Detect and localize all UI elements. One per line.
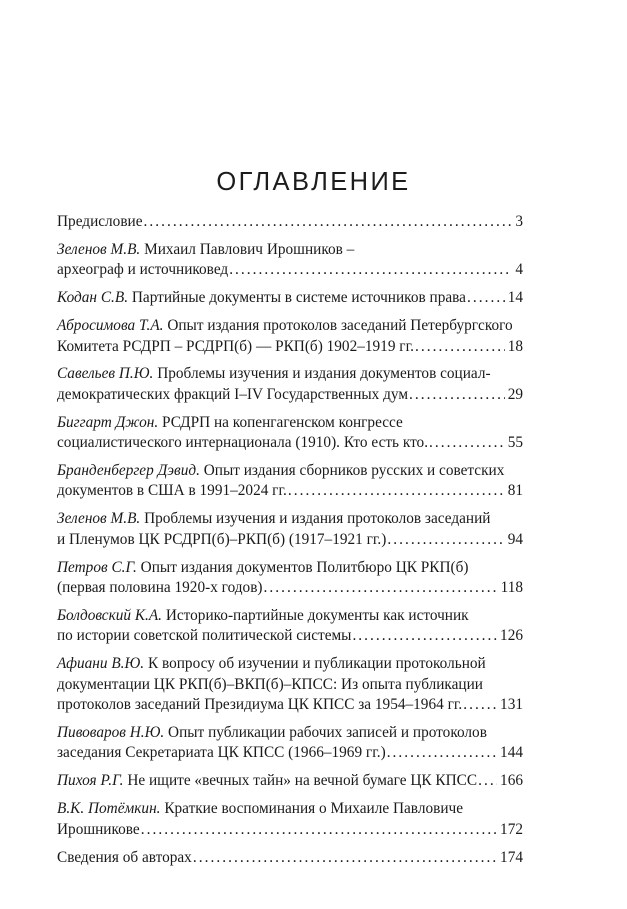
toc-entry-title-tail — [57, 771, 477, 791]
toc-entry[interactable] — [57, 848, 523, 868]
toc-entry-line — [57, 675, 523, 695]
toc-entry-leader-row — [57, 771, 523, 791]
dot-leader — [387, 743, 497, 763]
toc-entry-leader-row — [57, 530, 523, 550]
toc-entry-leader-row — [57, 695, 523, 715]
toc-entry[interactable] — [57, 771, 523, 791]
toc-entry-line — [57, 558, 523, 578]
toc-entry-body — [57, 799, 523, 840]
toc-entry-author: Пивоваров Н.Ю. — [57, 724, 165, 742]
toc-entry-body — [57, 240, 523, 281]
toc-entry-title-tail — [57, 626, 351, 646]
toc-entry[interactable] — [57, 558, 523, 599]
toc-entry-title-part: документов в США в 1991–2024 гг. — [57, 482, 287, 500]
toc-entry-line — [57, 461, 523, 481]
toc-entry-title-part: социалистического интернационала (1910). Кто есть кто. — [57, 434, 429, 452]
toc-entry-title-tail — [57, 820, 140, 840]
toc-entry-line — [57, 654, 523, 674]
toc-entry-title-tail — [57, 433, 428, 453]
toc-entry-title-part: К вопросу об изучении и публикации протокольной — [144, 655, 486, 673]
dot-leader — [463, 695, 497, 715]
toc-page-number: 131 — [500, 696, 523, 714]
toc-entry-leader-row — [57, 385, 523, 405]
toc-page-number: 3 — [515, 213, 523, 230]
toc-entry-title-tail — [57, 337, 414, 357]
toc-entry-title-part: Ирошникове — [57, 820, 140, 838]
toc-page-number: 118 — [500, 579, 523, 597]
toc-entry-body — [57, 288, 523, 308]
dot-leader — [264, 578, 498, 598]
dot-leader — [429, 433, 505, 453]
toc-entry-body — [57, 771, 523, 791]
toc-entry-title-tail — [57, 743, 386, 763]
toc-entry-leader-row — [57, 578, 523, 598]
toc-page-number: 172 — [500, 820, 523, 838]
toc-page-number: 166 — [500, 772, 523, 790]
toc-entry-title-part: Партийные документы в системе источников права — [128, 289, 466, 307]
toc-entry-title-part: Не ищите «вечных тайн» на вечной бумаге ЦК КПСС — [123, 772, 478, 790]
toc-entry-title-part: Краткие воспоминания о Михаиле Павловиче — [160, 800, 464, 818]
toc-page-number: 144 — [500, 744, 523, 762]
toc-entry-line — [57, 240, 523, 260]
toc-entry-title-part: протоколов заседаний Президиума ЦК КПСС за 1954–1964 гг. — [57, 696, 463, 714]
dot-leader — [144, 212, 513, 232]
toc-entry-title-tail — [57, 288, 466, 308]
toc-entry-title-tail — [57, 481, 287, 501]
toc-entry[interactable] — [57, 364, 523, 405]
toc-entry-body — [57, 723, 523, 764]
toc-page-number: 55 — [507, 434, 523, 452]
dot-leader — [467, 288, 505, 308]
toc-entry-author: Биггарт Джон. — [57, 413, 159, 431]
toc-entry-leader-row — [57, 848, 523, 868]
toc-entry-title-part: Сведения об авторах — [57, 848, 192, 866]
toc-page-number: 81 — [507, 482, 523, 500]
toc-entry[interactable] — [57, 509, 523, 550]
toc-entry-line — [57, 799, 523, 819]
toc-entry-title-tail — [57, 385, 408, 405]
toc-entry[interactable] — [57, 212, 523, 232]
toc-entry-title-part: Проблемы изучения и издания документов социал- — [153, 365, 491, 383]
toc-entry-title-part: Опыт издания документов Политбюро ЦК РКП(б) — [136, 558, 469, 576]
dot-leader — [387, 530, 504, 550]
toc-entry-author: Зеленов М.В. — [57, 510, 141, 528]
toc-entry-title-tail — [57, 212, 143, 232]
toc-entry-body — [57, 316, 523, 357]
toc-page-number: 29 — [507, 385, 523, 403]
dot-leader — [478, 771, 497, 791]
toc-entry-title-tail — [57, 260, 228, 280]
toc-page-number: 94 — [507, 530, 523, 548]
toc-entry-author: Бранденбергер Дэвид. — [57, 462, 200, 480]
toc-entry-title-part: по истории советской политической системы — [57, 627, 352, 645]
toc-entry-title-part: Опыт издания протоколов заседаний Петербургского — [163, 317, 513, 335]
toc-entry-title-part: документации ЦК РКП(б)–ВКП(б)–КПСС: Из опыта публикации — [57, 675, 483, 693]
toc-entry-title-part: Комитета РСДРП – РСДРП(б) — РКП(б) 1902–1919 гг. — [57, 337, 414, 355]
toc-entry-leader-row — [57, 820, 523, 840]
toc-entry-body — [57, 558, 523, 599]
toc-entry-title-part: археограф и источниковед — [57, 261, 229, 279]
toc-entry-line — [57, 364, 523, 384]
toc-entry-title-part: Проблемы изучения и издания протоколов заседаний — [140, 510, 491, 528]
toc-entry-title-part: Опыт издания сборников русских и советских — [199, 462, 505, 480]
toc-entry-author: Савельев П.Ю. — [57, 365, 154, 383]
toc-entry-author: В.К. Потёмкин. — [57, 800, 161, 818]
toc-entry-title-part: и Пленумов ЦК РСДРП(б)–РКП(б) (1917–1921 гг.) — [57, 530, 387, 548]
toc-entry-body — [57, 509, 523, 550]
toc-entry-leader-row — [57, 433, 523, 453]
toc-entry-title-part: Опыт публикации рабочих записей и протоколов — [164, 724, 487, 742]
toc-entry[interactable] — [57, 799, 523, 840]
toc-entry[interactable] — [57, 288, 523, 308]
toc-entry-author: Пихоя Р.Г. — [57, 772, 124, 790]
toc-page-number: 4 — [515, 261, 523, 279]
toc-entry[interactable] — [57, 316, 523, 357]
toc-entry-author: Болдовский К.А. — [57, 607, 163, 624]
toc-entry-title-part: (первая половина 1920-х годов) — [57, 579, 263, 597]
toc-entry-line — [57, 413, 523, 433]
toc-entry-body — [57, 212, 523, 232]
toc-entry[interactable] — [57, 723, 523, 764]
toc-entry-title-part: Историко-партийные документы как источник — [162, 607, 469, 624]
toc-entry-title-part: заседания Секретариата ЦК КПСС (1966–1969 гг.) — [57, 744, 386, 762]
toc-entry-leader-row — [57, 743, 523, 763]
toc-entry-title-part: Михаил Павлович Ирошников – — [140, 240, 355, 258]
toc-entry[interactable] — [57, 606, 523, 647]
dot-leader — [229, 260, 512, 280]
toc-entry-leader-row — [57, 212, 523, 232]
dot-leader — [415, 337, 505, 357]
toc-entry-title-part: РСДРП на копенгагенском конгрессе — [158, 413, 403, 431]
toc-entry-line — [57, 509, 523, 529]
toc-entry-title-tail — [57, 695, 462, 715]
dot-leader — [288, 481, 505, 501]
toc-entry-line — [57, 316, 523, 336]
toc-page-number: 18 — [507, 337, 523, 355]
table-of-contents-list — [57, 212, 523, 875]
dot-leader — [352, 626, 497, 646]
toc-entry[interactable] — [57, 654, 523, 715]
toc-entry[interactable] — [57, 461, 523, 502]
toc-entry-author: Афиани В.Ю. — [57, 655, 145, 673]
toc-entry-title-tail — [57, 848, 192, 868]
toc-entry-line — [57, 723, 523, 743]
toc-entry-leader-row — [57, 288, 523, 308]
toc-entry-leader-row — [57, 260, 523, 280]
toc-entry-title-part: демократических фракций I–IV Государственных дум — [57, 385, 409, 403]
toc-entry-title-tail — [57, 530, 386, 550]
toc-entry-body — [57, 654, 523, 715]
toc-entry-body — [57, 461, 523, 502]
page-title: ОГЛАВЛЕНИЕ — [216, 168, 411, 196]
toc-entry-leader-row — [57, 481, 523, 501]
toc-entry-title-tail — [57, 578, 263, 598]
toc-entry-body — [57, 364, 523, 405]
toc-entry[interactable] — [57, 413, 523, 454]
toc-entry-author: Кодан С.В. — [57, 289, 129, 307]
toc-entry-leader-row — [57, 626, 523, 646]
toc-entry-line — [57, 606, 523, 626]
dot-leader — [409, 385, 505, 405]
toc-entry-author: Петров С.Г. — [57, 558, 137, 576]
toc-entry-body — [57, 413, 523, 454]
dot-leader — [141, 820, 497, 840]
dot-leader — [193, 848, 497, 868]
toc-page-number: 174 — [500, 848, 523, 866]
toc-entry-body — [57, 606, 523, 647]
toc-entry-author: Абросимова Т.А. — [57, 317, 164, 335]
toc-entry-body — [57, 848, 523, 868]
toc-entry-leader-row — [57, 337, 523, 357]
toc-entry-title-part: Предисловие — [57, 213, 143, 230]
toc-entry-author: Зеленов М.В. — [57, 240, 141, 258]
toc-page-number: 14 — [507, 289, 523, 307]
toc-page-number: 126 — [500, 627, 523, 645]
toc-entry[interactable] — [57, 240, 523, 281]
